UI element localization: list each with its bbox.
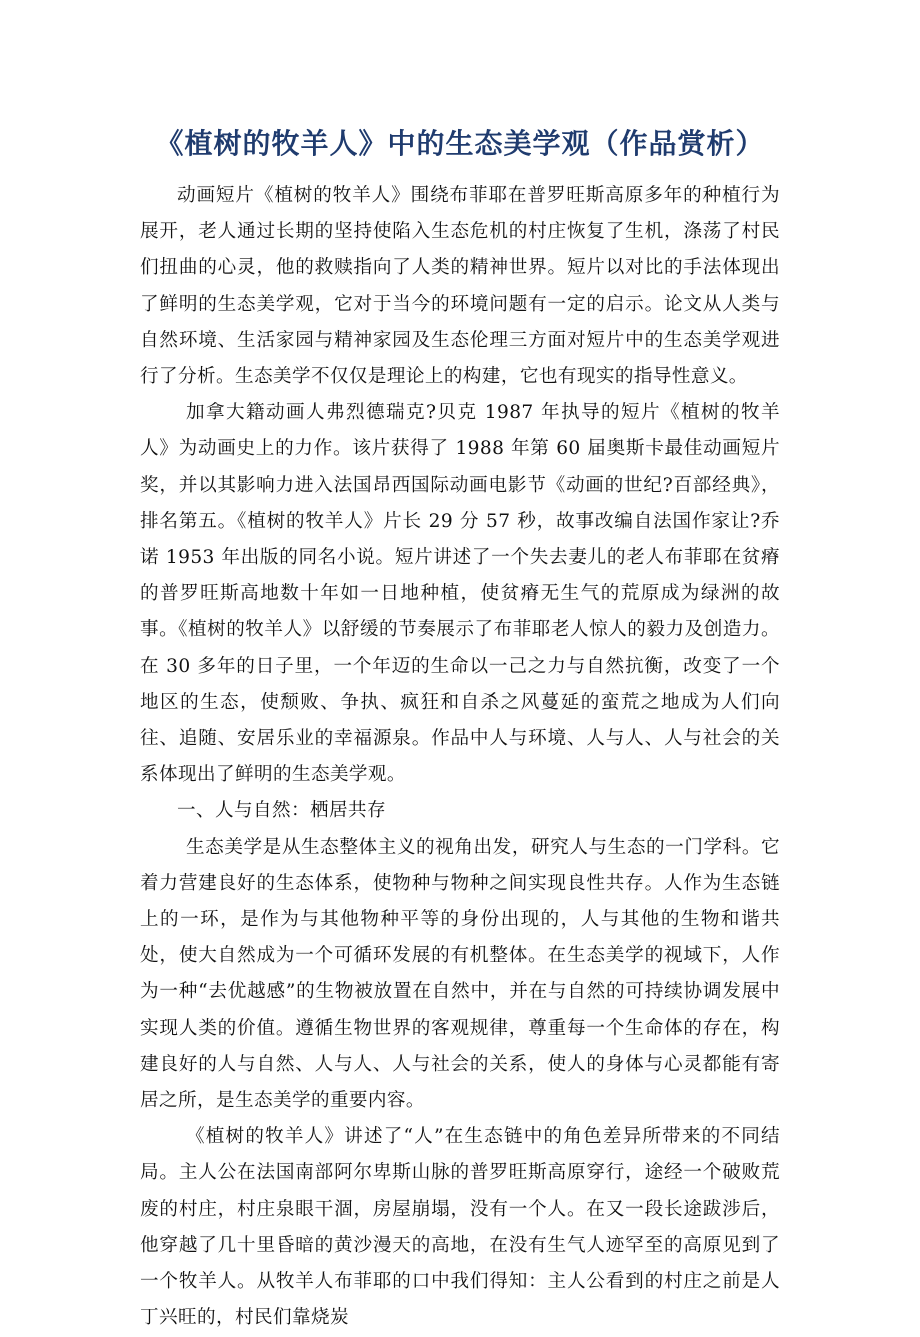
paragraph-ecological-aesthetics: 生态美学是从生态整体主义的视角出发，研究人与生态的一门学科。它着力营建良好的生态体系，使物种与物种之间实现良性共存。人作为生态链上的一环，是作为与其他物种平等的身份出现的，人与其他的生物和谐共处，使大自然成为一个可循环发展的有机整体。在生态美学的视域下，人作为一种“去优越感”的生物被放置在自然中，并在与自然的可持续协调发展中实现人类的价值。遵循生物世界的客观规律，尊重每一个生命体的存在，构建良好的人与自然、人与人、人与社会的关系，使人的身体与心灵都能有寄居之所，是生态美学的重要内容。 bbox=[140, 836, 780, 1112]
paragraph-introduction: 加拿大籍动画人弗烈德瑞克?贝克 1987 年执导的短片《植树的牧羊人》为动画史上的力作。该片获得了 1988 年第 60 届奥斯卡最佳动画短片奖，并以其影响力进入法国昂西国际动画电影节《动画的世纪?百部经典》，排名第五。《植树的牧羊人》片长 29 分 57 秒，故事改编自法国作家让?乔诺 1953 年出版的同名小说。短片讲述了一个失去妻儿的老人布菲耶在贫瘠的普罗旺斯高地数十年如一日地种植，使贫瘠无生气的荒原成为绿洲的故事。《植树的牧羊人》以舒缓的节奏展示了布菲耶老人惊人的毅力及创造力。在 30 多年的日子里，一个年迈的生命以一己之力与自然抗衡，改变了一个地区的生态，使颓败、争执、疯狂和自杀之风蔓延的蛮荒之地成为人们向往、追随、安居乐业的幸福源泉。作品中人与环境、人与人、人与社会的关系体现出了鲜明的生态美学观。 bbox=[140, 402, 780, 786]
section-heading: 一、人与自然：栖居共存 bbox=[177, 800, 386, 822]
paragraph-story: 《植树的牧羊人》讲述了“人”在生态链中的角色差异所带来的不同结局。主人公在法国南部阿尔卑斯山脉的普罗旺斯高原穿行，途经一个破败荒废的村庄，村庄泉眼干涸，房屋崩塌，没有一个人。在又一段长途跋涉后，他穿越了几十里昏暗的黄沙漫天的高地，在没有生气人迹罕至的高原见到了一个牧羊人。从牧羊人布菲耶的口中我们得知：主人公看到的村庄之前是人丁兴旺的，村民们靠烧炭 bbox=[140, 1126, 780, 1329]
paragraph-abstract: 动画短片《植树的牧羊人》围绕布菲耶在普罗旺斯高原多年的种植行为展开，老人通过长期的坚持使陷入生态危机的村庄恢复了生机，涤荡了村民们扭曲的心灵，他的救赎指向了人类的精神世界。短片以对比的手法体现出了鲜明的生态美学观，它对于当今的环境问题有一定的启示。论文从人类与自然环境、生活家园与精神家园及生态伦理三方面对短片中的生态美学观进行了分析。生态美学不仅仅是理论上的构建，它也有现实的指导性意义。 bbox=[140, 185, 780, 388]
document-body bbox=[140, 178, 780, 1337]
document-title: 《植树的牧羊人》中的生态美学观（作品赏析） bbox=[155, 127, 765, 160]
